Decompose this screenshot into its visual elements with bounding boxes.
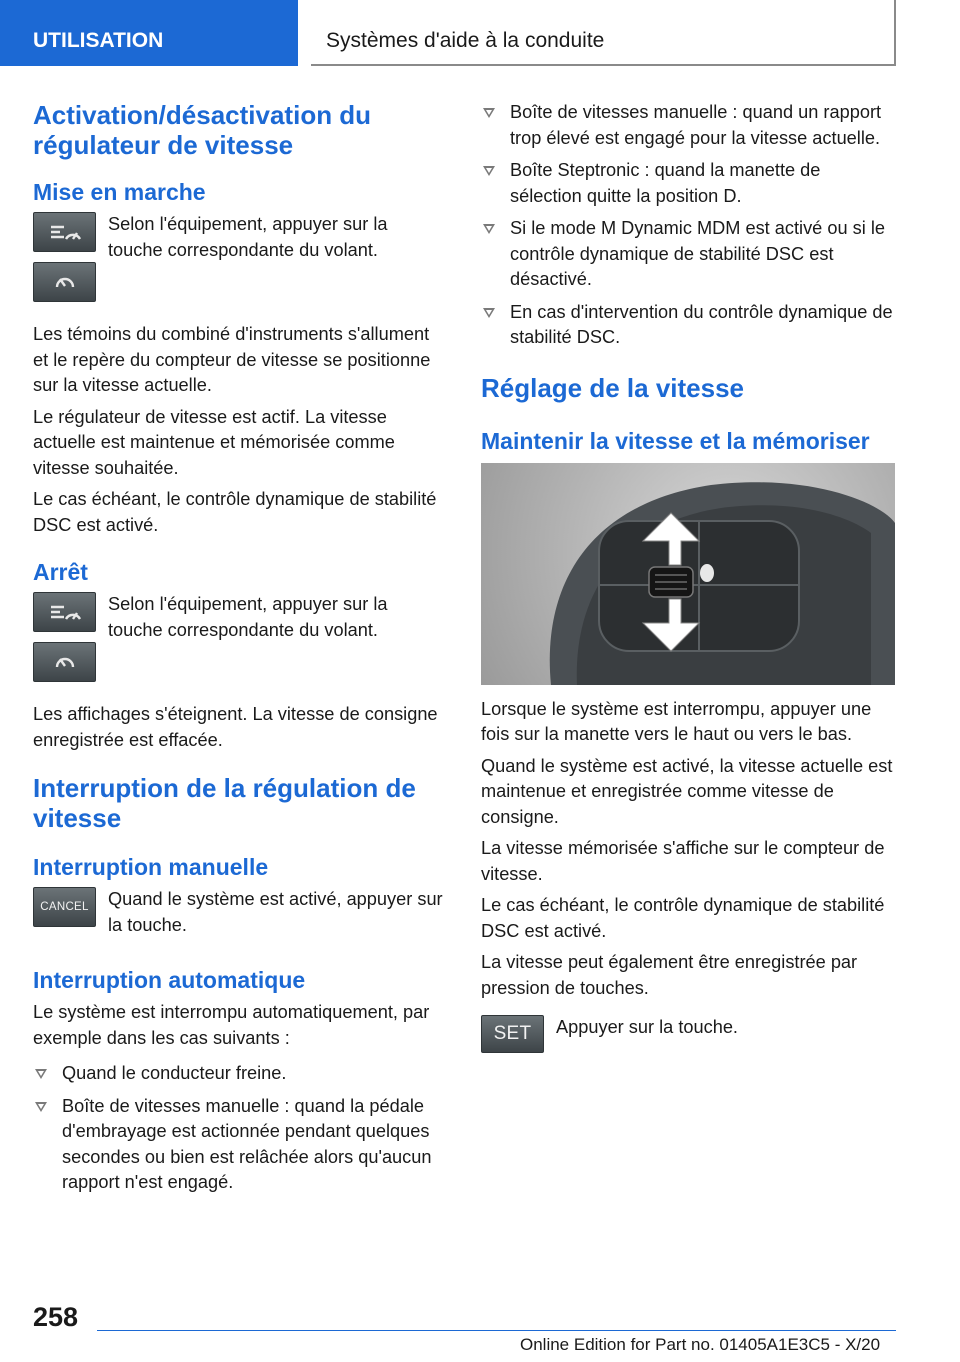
section-title-activation: Activation/désactivation du régulateur de vitesse (33, 100, 372, 160)
cancel-key-icon (33, 887, 96, 927)
list-item: Si le mode M Dynamic MDM est activé ou si le contrôle dynamique de stabilité DSC est désactivé. (481, 216, 895, 293)
heading-auto: Interruption automatique (33, 967, 306, 993)
set-key-icon (481, 1015, 544, 1053)
cruise-control-icon (33, 212, 96, 252)
auto-intro: Le système est interrompu automatiquement, par exemple dans les cas suivants : (33, 1002, 430, 1048)
start-paragraph-3: Le cas échéant, le contrôle dynamique de stabilité DSC est activé. (33, 489, 437, 535)
set-instruction (481, 1015, 895, 1063)
stop-instruction (33, 592, 443, 692)
manual-text: Quand le système est activé, appuyer sur la touche. (108, 889, 443, 935)
heading-start: Mise en marche (33, 179, 206, 205)
cruise-control-icon (33, 592, 96, 632)
auto-list-continued (481, 100, 895, 351)
list-item: Boîte de vitesses manuelle : quand un rapport trop élevé est engagé pour la vitesse actuelle. (481, 100, 895, 151)
heading-stop: Arrêt (33, 559, 88, 585)
section-title-speed-setting: Réglage de la vitesse (481, 372, 745, 403)
triangle-bullet-icon (483, 224, 495, 234)
speed-limiter-icon (33, 642, 96, 682)
triangle-bullet-icon (35, 1069, 47, 1079)
start-paragraph-2: Le régulateur de vitesse est actif. La vitesse actuelle est maintenue et mémorisée comme vitesse souhaitée. (33, 406, 395, 478)
section-tab: UTILISATION (0, 0, 298, 66)
speed-limiter-icon (33, 262, 96, 302)
triangle-bullet-icon (483, 166, 495, 176)
steering-wheel-control-photo (481, 463, 895, 685)
footer-divider (97, 1330, 896, 1331)
heading-maintain-speed: Maintenir la vitesse et la mémoriser (481, 427, 870, 454)
start-text: Selon l'équipement, appuyer sur la touche correspondante du volant. (108, 214, 388, 260)
list-item: Boîte de vitesses manuelle : quand la pédale d'embrayage est actionnée pendant quelques secondes ou bien est relâchée alors qu'aucun rapport n'est engagé. (33, 1094, 443, 1196)
speed-paragraph-3: La vitesse mémorisée s'affiche sur le compteur de vitesse. (481, 838, 885, 884)
set-key-label: SET (493, 1023, 532, 1044)
set-text: Appuyer sur la touche. (556, 1017, 738, 1037)
heading-manual: Interruption manuelle (33, 854, 269, 880)
start-instruction (33, 212, 443, 312)
triangle-bullet-icon (483, 308, 495, 318)
auto-list (33, 1061, 443, 1196)
page-number: 258 (33, 1302, 79, 1332)
list-item: Quand le conducteur freine. (33, 1061, 443, 1087)
left-column (33, 100, 443, 1203)
cancel-key-label: CANCEL (40, 901, 89, 913)
stop-paragraph-1: Les affichages s'éteignent. La vitesse de consigne enregistrée est effacée. (33, 704, 438, 750)
speed-paragraph-4: Le cas échéant, le contrôle dynamique de stabilité DSC est activé. (481, 895, 885, 941)
speed-paragraph-2: Quand le système est activé, la vitesse actuelle est maintenue et enregistrée comme vitesse de consigne. (481, 755, 893, 827)
manual-instruction (33, 887, 443, 944)
speed-paragraph-1: Lorsque le système est interrompu, appuyer une fois sur la manette vers le haut ou vers le bas. (481, 698, 872, 744)
section-title-interruption: Interruption de la régulation de vitesse (33, 773, 416, 833)
footer-edition: Online Edition for Part no. 01405A1E3C5 - X/20 (520, 1335, 881, 1354)
triangle-bullet-icon (35, 1102, 47, 1112)
stop-text: Selon l'équipement, appuyer sur la touche correspondante du volant. (108, 594, 388, 640)
start-paragraph-1: Les témoins du combiné d'instruments s'allument et le repère du compteur de vitesse se positionne sur la vitesse actuelle. (33, 324, 431, 395)
chapter-title: Systèmes d'aide à la conduite (311, 0, 896, 66)
right-column (481, 100, 895, 1073)
list-item: Boîte Steptronic : quand la manette de sélection quitte la position D. (481, 158, 895, 209)
triangle-bullet-icon (483, 108, 495, 118)
speed-paragraph-5: La vitesse peut également être enregistrée par pression de touches. (481, 952, 858, 998)
list-item: En cas d'intervention du contrôle dynamique de stabilité DSC. (481, 300, 895, 351)
